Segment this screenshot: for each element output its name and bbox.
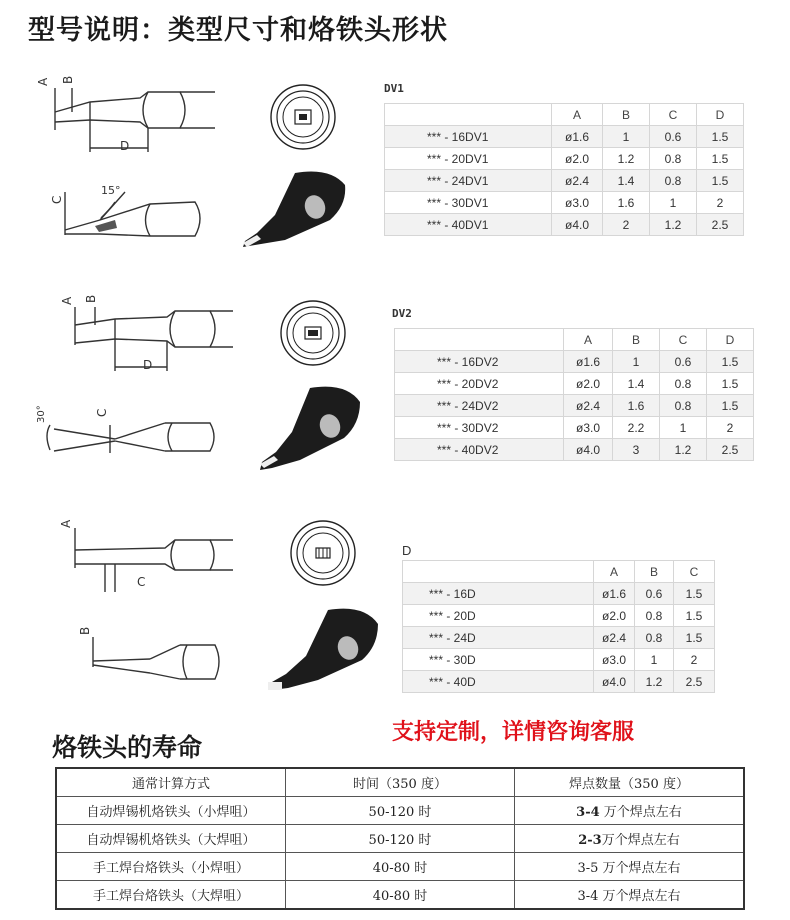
life-section-title: 烙铁头的寿命	[52, 733, 203, 762]
value-cell: 1.2	[635, 671, 674, 693]
table-row	[56, 881, 744, 910]
value-cell: 1.2	[603, 148, 650, 170]
value-cell: 2.2	[613, 417, 660, 439]
table-row	[385, 214, 744, 236]
table-header-row	[403, 561, 715, 583]
value-cell: ø2.4	[594, 627, 635, 649]
value-cell: 1.5	[674, 605, 715, 627]
value-cell: 1.6	[613, 395, 660, 417]
model-cell: *** - 20DV1	[385, 148, 552, 170]
value-cell: 1	[635, 649, 674, 671]
count-suffix: 万个焊点左右	[599, 805, 682, 820]
header-cell: C	[650, 104, 697, 126]
table-header-row	[56, 768, 744, 797]
header-cell: A	[594, 561, 635, 583]
header-cell: C	[674, 561, 715, 583]
value-cell: 0.8	[635, 605, 674, 627]
value-cell: ø3.0	[564, 417, 613, 439]
dv2-top-drawing	[30, 395, 230, 470]
value-cell: 2	[674, 649, 715, 671]
dv1-table	[384, 103, 744, 236]
model-cell: *** - 30D	[403, 649, 594, 671]
value-cell: 0.8	[650, 170, 697, 192]
value-cell: 1.4	[603, 170, 650, 192]
count-suffix: 3-4 万个焊点左右	[577, 889, 681, 904]
value-cell: 1.5	[697, 170, 744, 192]
method-cell: 手工焊台烙铁头（大焊咀）	[56, 881, 286, 910]
table-row	[385, 148, 744, 170]
dim-b: B	[84, 294, 98, 303]
dv1-side-drawing	[30, 70, 220, 170]
header-cell: 时间（350 度）	[286, 768, 515, 797]
value-cell: ø2.4	[564, 395, 613, 417]
value-cell: ø1.6	[552, 126, 603, 148]
count-cell	[515, 881, 745, 910]
table-row	[403, 671, 715, 693]
d-front-view	[288, 518, 358, 588]
value-cell: 2	[603, 214, 650, 236]
time-cell: 40-80 时	[286, 881, 515, 910]
table-row	[56, 853, 744, 881]
dv2-tip-render	[248, 380, 363, 475]
d-tip-render	[262, 600, 382, 695]
dim-a: A	[60, 296, 74, 305]
model-cell: *** - 40D	[403, 671, 594, 693]
dv1-tip-render	[235, 165, 350, 255]
dim-b: B	[78, 626, 92, 635]
dim-b: B	[61, 75, 75, 84]
model-cell: *** - 20D	[403, 605, 594, 627]
header-cell	[385, 104, 552, 126]
value-cell: ø1.6	[564, 351, 613, 373]
value-cell: ø2.4	[552, 170, 603, 192]
value-cell: 1.2	[650, 214, 697, 236]
dv1-front-view	[268, 82, 338, 152]
value-cell: 0.8	[635, 627, 674, 649]
angle-15: 15°	[101, 184, 121, 197]
value-cell: ø4.0	[564, 439, 613, 461]
dim-a: A	[36, 77, 50, 86]
header-cell: 焊点数量（350 度）	[515, 768, 745, 797]
value-cell: ø2.0	[564, 373, 613, 395]
page-title: 型号说明：类型尺寸和烙铁头形状	[28, 15, 448, 46]
count-range: 2-3	[578, 833, 602, 848]
value-cell: 1.5	[707, 373, 754, 395]
model-cell: *** - 24DV1	[385, 170, 552, 192]
value-cell: 1	[603, 126, 650, 148]
dim-d: D	[143, 358, 153, 372]
count-suffix: 万个焊点左右	[601, 833, 680, 848]
model-cell: *** - 16DV1	[385, 126, 552, 148]
table-row	[403, 583, 715, 605]
model-cell: *** - 20DV2	[395, 373, 564, 395]
header-cell: A	[564, 329, 613, 351]
header-cell: A	[552, 104, 603, 126]
model-cell: *** - 24DV2	[395, 395, 564, 417]
method-cell: 自动焊锡机烙铁头（大焊咀）	[56, 825, 286, 853]
model-cell: *** - 30DV1	[385, 192, 552, 214]
value-cell: 0.6	[650, 126, 697, 148]
value-cell: 1.5	[674, 627, 715, 649]
angle-30: 30°	[36, 405, 47, 423]
table-row	[395, 439, 754, 461]
table-row	[403, 605, 715, 627]
time-cell: 50-120 时	[286, 797, 515, 825]
value-cell: 0.6	[660, 351, 707, 373]
header-cell	[395, 329, 564, 351]
value-cell: ø2.0	[594, 605, 635, 627]
value-cell: ø2.0	[552, 148, 603, 170]
header-cell: D	[707, 329, 754, 351]
value-cell: 0.8	[650, 148, 697, 170]
count-cell	[515, 797, 745, 825]
value-cell: 1.5	[697, 148, 744, 170]
table-row	[395, 417, 754, 439]
count-cell	[515, 825, 745, 853]
table-row	[385, 192, 744, 214]
dv2-side-drawing	[55, 285, 235, 385]
header-cell: D	[697, 104, 744, 126]
value-cell: 1	[650, 192, 697, 214]
value-cell: 1.5	[697, 126, 744, 148]
model-cell: *** - 30DV2	[395, 417, 564, 439]
value-cell: ø3.0	[552, 192, 603, 214]
value-cell: ø4.0	[552, 214, 603, 236]
value-cell: 1.4	[613, 373, 660, 395]
count-cell	[515, 853, 745, 881]
value-cell: ø1.6	[594, 583, 635, 605]
value-cell: 0.6	[635, 583, 674, 605]
model-cell: *** - 24D	[403, 627, 594, 649]
table-header-row	[385, 104, 744, 126]
d-side-drawing	[55, 510, 235, 600]
dv2-front-view	[278, 298, 348, 368]
dv2-table	[394, 328, 754, 461]
table-row	[56, 825, 744, 853]
value-cell: 3	[613, 439, 660, 461]
table-row	[395, 373, 754, 395]
value-cell: 1.6	[603, 192, 650, 214]
value-cell: 1	[660, 417, 707, 439]
model-cell: *** - 40DV2	[395, 439, 564, 461]
value-cell: 0.8	[660, 373, 707, 395]
d-label: D	[402, 543, 412, 558]
d-table	[402, 560, 715, 693]
dim-a: A	[59, 519, 73, 528]
method-cell: 手工焊台烙铁头（小焊咀）	[56, 853, 286, 881]
table-row	[395, 351, 754, 373]
dv1-top-drawing	[50, 180, 225, 255]
header-cell: B	[613, 329, 660, 351]
dim-c: C	[137, 575, 146, 589]
tip-life-table	[55, 767, 745, 910]
model-cell: *** - 16D	[403, 583, 594, 605]
method-cell: 自动焊锡机烙铁头（小焊咀）	[56, 797, 286, 825]
model-cell: *** - 16DV2	[395, 351, 564, 373]
value-cell: 2	[707, 417, 754, 439]
time-cell: 40-80 时	[286, 853, 515, 881]
dim-c: C	[95, 408, 109, 417]
header-cell: B	[635, 561, 674, 583]
header-cell: 通常计算方式	[56, 768, 286, 797]
value-cell: 1.5	[707, 351, 754, 373]
table-row	[403, 627, 715, 649]
count-range: 3-4	[576, 805, 600, 820]
dv1-label: DV1	[384, 82, 404, 95]
value-cell: 2	[697, 192, 744, 214]
dv2-label: DV2	[392, 307, 412, 320]
value-cell: 1.2	[660, 439, 707, 461]
customization-note: 支持定制，详情咨询客服	[392, 720, 635, 745]
value-cell: 0.8	[660, 395, 707, 417]
header-cell	[403, 561, 594, 583]
header-cell: B	[603, 104, 650, 126]
table-row	[385, 126, 744, 148]
table-header-row	[395, 329, 754, 351]
dim-d: D	[120, 139, 130, 153]
value-cell: 1.5	[707, 395, 754, 417]
value-cell: ø3.0	[594, 649, 635, 671]
table-row	[56, 797, 744, 825]
time-cell: 50-120 时	[286, 825, 515, 853]
value-cell: 2.5	[674, 671, 715, 693]
value-cell: 2.5	[707, 439, 754, 461]
table-row	[385, 170, 744, 192]
table-row	[403, 649, 715, 671]
table-row	[395, 395, 754, 417]
value-cell: 1.5	[674, 583, 715, 605]
model-cell: *** - 40DV1	[385, 214, 552, 236]
dim-c: C	[50, 195, 64, 204]
value-cell: 1	[613, 351, 660, 373]
value-cell: ø4.0	[594, 671, 635, 693]
d-top-drawing	[75, 615, 235, 695]
count-suffix: 3-5 万个焊点左右	[577, 861, 681, 876]
value-cell: 2.5	[697, 214, 744, 236]
header-cell: C	[660, 329, 707, 351]
